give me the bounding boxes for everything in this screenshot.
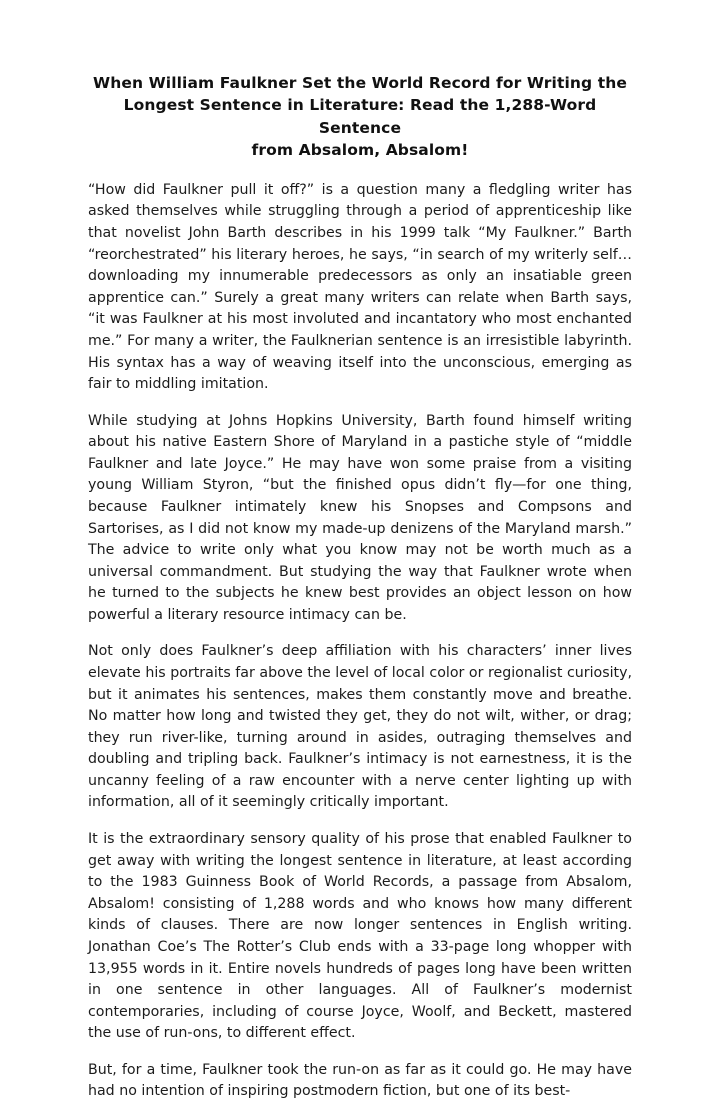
- body-paragraph: Not only does Faulkner’s deep affiliation with his characters’ inner lives elevate his portraits far above the level of local color or regionalist curiosity, but it animates his sentences, makes them constantly move and breathe. No matter how long and twisted they get, they do not wilt, wither, or drag; they run river-like, turning around in asides, outraging themselves and doubling and tripling back. Faulkner’s intimacy is not earnestness, it is the uncanny feeling of a raw encounter with a nerve center lighting up with information, all of it seemingly critically important.: [88, 643, 632, 811]
- body-paragraph: But, for a time, Faulkner took the run-on as far as it could go. He may have had no intention of inspiring postmodern fiction, but one of its best-: [88, 1061, 632, 1100]
- body-paragraph: While studying at Johns Hopkins University, Barth found himself writing about his native Eastern Shore of Maryland in a pastiche style of “middle Faulkner and late Joyce.” He may have won some praise from a visiting young William Styron, “but the finished opus didn’t fly—for one thing, because Faulkner intimately knew his Snopses and Compsons and Sartorises, as I did not know my made-up denizens of the Maryland marsh.” The advice to write only what you know may not be worth much as a universal commandment. But studying the way that Faulkner wrote when he turned to the subjects he knew best provides an object lesson on how powerful a literary resource intimacy can be.: [88, 412, 632, 623]
- body-paragraph: “How did Faulkner pull it off?” is a question many a fledgling writer has asked themselves while struggling through a period of apprenticeship like that novelist John Barth describes in his 1999 talk “My Faulkner.” Barth “reorchestrated” his literary heroes, he says, “in search of my writerly self… downloading my innumerable predecessors as only an insatiable green apprentice can.” Surely a great many writers can relate when Barth says, “it was Faulkner at his most involuted and incantatory who most enchanted me.” For many a writer, the Faulknerian sentence is an irresistible labyrinth. His syntax has a way of weaving itself into the unconscious, emerging as fair to middling imitation.: [88, 181, 632, 393]
- page-title-line-3: from Absalom, Absalom!: [251, 141, 469, 160]
- body-paragraph: It is the extraordinary sensory quality of his prose that enabled Faulkner to get away with writing the longest sentence in literature, at least according to the 1983 Guinness Book of World Records, a passage from Absalom, Absalom! consisting of 1,288 words and who knows how many different kinds of clauses. There are now longer sentences in English writing. Jonathan Coe’s The Rotter’s Club ends with a 33-page long whopper with 13,955 words in it. Entire novels hundreds of pages long have been written in one sentence in other languages. All of Faulkner’s modernist contemporaries, including of course Joyce, Woolf, and Beckett, mastered the use of run-ons, to different effect.: [88, 831, 632, 1042]
- page-title-line-2: Longest Sentence in Literature: Read the 1,288-Word Sentence: [123, 96, 597, 137]
- page-title: [88, 72, 632, 162]
- page-title-line-1: When William Faulkner Set the World Record for Writing the: [93, 74, 627, 92]
